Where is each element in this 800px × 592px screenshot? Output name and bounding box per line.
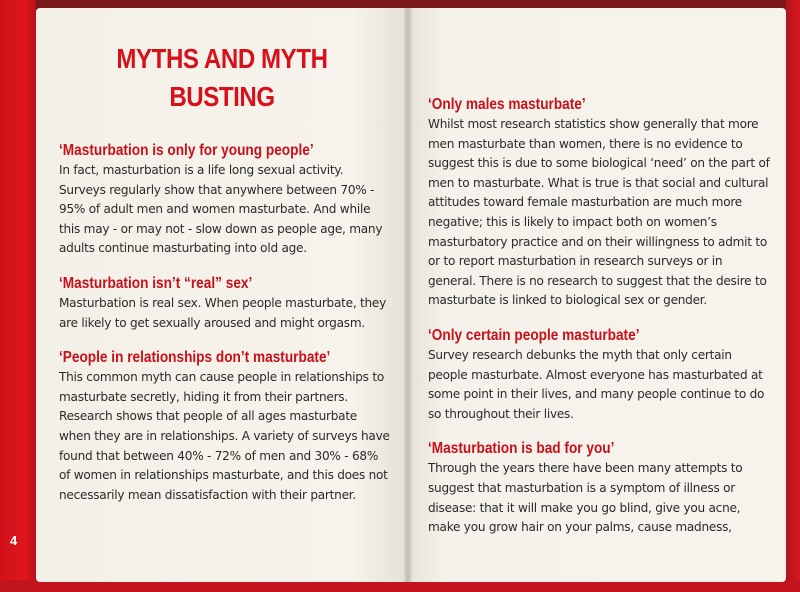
left-column [59,140,392,505]
right-column [428,94,772,538]
myth-heading: ‘Masturbation is bad for you’ [428,440,615,458]
myth-body: Masturbation is real sex. When people masturbate, they are likely to get sexually aroused and might orgasm. [59,295,387,330]
myth-heading: ‘Only certain people masturbate’ [428,326,640,344]
myth-heading: ‘Masturbation is only for young people’ [59,142,314,159]
myth-heading: ‘Only males masturbate’ [428,96,586,113]
myth-body: Whilst most research statistics show generally that more men masturbate than women, there is no evidence to suggest this is due to some biological ‘need’ on the part of men to masturbate. What is true is that social and cultural attitudes toward female masturbation are much more negative; this is likely to impact both on women’s masturbatory practice and on their willingness to admit to or to report masturbation in research surveys or in general. There is no research to suggest that the desire to masturbate is linked to biological sex or gender. [428,117,770,308]
myth-body: This common myth can cause people in relationships to masturbate secretly, hiding it from their partners. Research shows that people of all ages masturbate when they are in relationships. A variety of surveys have found that between 40% - 72% of men and 30% - 68% of women in relationships masturbate, and this does not necessarily mean dissatisfaction with their partner. [59,370,390,502]
myth-section-bad-for-you [428,438,772,537]
book-gutter [404,8,412,582]
book-cover-edge-left [0,0,36,592]
myth-heading: ‘People in relationships don’t masturbate’ [59,349,331,367]
page-title-line-1: MYTHS AND MYTH [116,43,328,74]
myth-body: Survey research debunks the myth that only certain people masturbate. Almost everyone has masturbated at some point in their lives, and many people continue to do so throughout their lives. [428,347,765,421]
page-title [62,40,382,116]
myth-section-only-males [428,94,772,311]
page-title-line-2: BUSTING [169,81,275,112]
myth-section-real-sex [59,273,392,333]
page-number: 4 [10,533,18,548]
book-cover-edge-right [786,0,800,592]
myth-body: Through the years there have been many attempts to suggest that masturbation is a symptom of illness or disease: that it will make you go blind, give you acne, make you grow hair on your palms, cause madness, [428,461,743,535]
myth-section-young-people [59,140,392,259]
myth-section-relationships [59,347,392,505]
myth-section-certain-people [428,325,772,424]
myth-heading: ‘Masturbation isn’t “real” sex’ [59,274,253,292]
myth-body: In fact, masturbation is a life long sexual activity. Surveys regularly show that anywhere between 70% - 95% of adult men and women masturbate. And while this may - or may not - slow down as people age, many adults continue masturbating into old age. [59,163,383,256]
